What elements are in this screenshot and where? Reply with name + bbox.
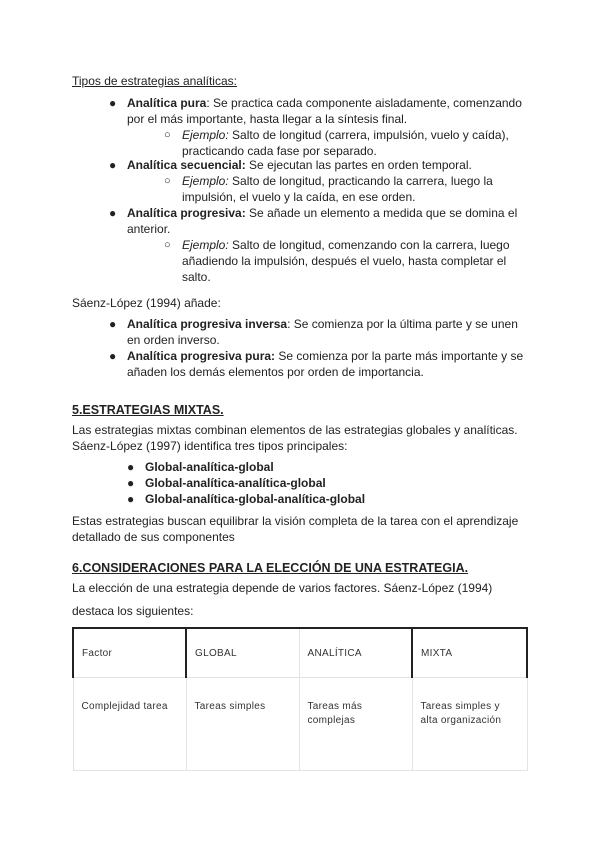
cell-analitica [299,678,412,771]
factors-table [72,627,528,771]
bullet-glyph: ● [109,349,117,363]
cell-global: Tareas simples [186,678,299,771]
sub-bullet-glyph: ○ [164,129,171,141]
text: Global-analítica-global [145,460,274,474]
header-global: GLOBAL [186,628,299,678]
table-row [73,678,527,771]
text: Se añade un elemento a medida que se domina el [245,206,518,220]
bullet-analitica-progresiva [109,205,547,237]
term-analitica-secuencial: Analítica secuencial: [127,158,246,172]
term-progresiva-inversa: Analítica progresiva inversa [127,317,288,331]
sub-bullet-glyph: ○ [164,175,171,187]
text: alta organización [420,715,502,726]
bullet-progresiva-inversa [109,316,547,348]
text: Las estrategias mixtas combinan elementos de las estrategias globales y analíticas. [72,423,518,437]
text: Global-analítica-analítica-global [145,476,326,490]
header-analitica: ANALÍTICA [299,628,412,678]
text: detallado de sus componentes [72,530,235,544]
term-analitica-progresiva: Analítica progresiva: [127,206,246,220]
example-label: Ejemplo: [182,128,229,142]
text: en orden inverso. [127,333,220,347]
bullet-glyph: ● [109,96,117,110]
text: practicando cada fase por separado. [182,144,377,158]
mixta-type-2 [127,475,326,491]
example-label: Ejemplo: [182,238,229,252]
text: Se ejecutan las partes en orden temporal. [245,158,472,172]
mixta-type-1 [127,459,274,475]
example-analitica-secuencial [164,173,542,205]
text: impulsión, el vuelo y la caída, en ese orden. [182,190,416,204]
text: Salto de longitud, comenzando con la carrera, luego [228,238,510,252]
bullet-glyph: ● [127,460,135,474]
sub-bullet-glyph: ○ [164,239,171,251]
section5-heading: 5.ESTRATEGIAS MIXTAS. [72,403,224,417]
section6-para-line1: La elección de una estrategia depende de varios factores. Sáenz-López (1994) [72,581,493,595]
bullet-glyph: ● [109,317,117,331]
section6-heading: 6.CONSIDERACIONES PARA LA ELECCIÓN DE UNA ESTRATEGIA. [72,561,469,575]
header-factor: Factor [73,628,186,678]
bullet-analitica-pura [109,95,547,127]
text: Salto de longitud, practicando la carrera, luego la [228,174,493,188]
section5-paragraph [72,422,542,454]
text: anterior. [127,222,171,236]
text: Tareas simples y [420,701,500,712]
text: : Se comienza por la última parte y se unen [287,317,518,331]
text: salto. [182,270,211,284]
table-header-row [73,628,527,678]
bullet-glyph: ● [109,206,117,220]
section5-closing [72,513,542,545]
analiticas-title: Tipos de estrategias analíticas: [72,74,237,88]
text: añaden los demás elementos por orden de importancia. [127,365,424,379]
bullet-glyph: ● [127,476,135,490]
text: añadiendo la impulsión, después el vuelo, hasta completar el [182,254,507,268]
text: complejas [307,715,356,726]
bullet-analitica-secuencial [109,157,547,173]
bullet-glyph: ● [109,158,117,172]
section6-para-line2: destaca los siguientes: [72,604,194,618]
cell-mixta [412,678,527,771]
example-label: Ejemplo: [182,174,229,188]
saenz-1994-intro: Sáenz-López (1994) añade: [72,296,221,310]
mixta-type-3 [127,491,366,507]
text: Salto de longitud (carrera, impulsión, vuelo y caída), [228,128,509,142]
term-analitica-pura: Analítica pura [127,96,207,110]
term-progresiva-pura: Analítica progresiva pura: [127,349,276,363]
text: Se comienza por la parte más importante y se [275,349,524,363]
cell-factor: Complejidad tarea [73,678,186,771]
header-mixta: MIXTA [412,628,527,678]
example-analitica-progresiva [164,237,542,285]
text: Global-analítica-global-analítica-global [145,492,366,506]
bullet-glyph: ● [127,492,135,506]
text: Estas estrategias buscan equilibrar la visión completa de la tarea con el aprendizaje [72,514,519,528]
example-analitica-pura [164,127,542,159]
text: por el más importante, hasta llegar a la síntesis final. [127,112,408,126]
bullet-progresiva-pura [109,348,547,380]
text: Sáenz-López (1997) identifica tres tipos principales: [72,439,348,453]
text: : Se practica cada componente aisladamente, comenzando [206,96,522,110]
text: Tareas más [307,701,363,712]
